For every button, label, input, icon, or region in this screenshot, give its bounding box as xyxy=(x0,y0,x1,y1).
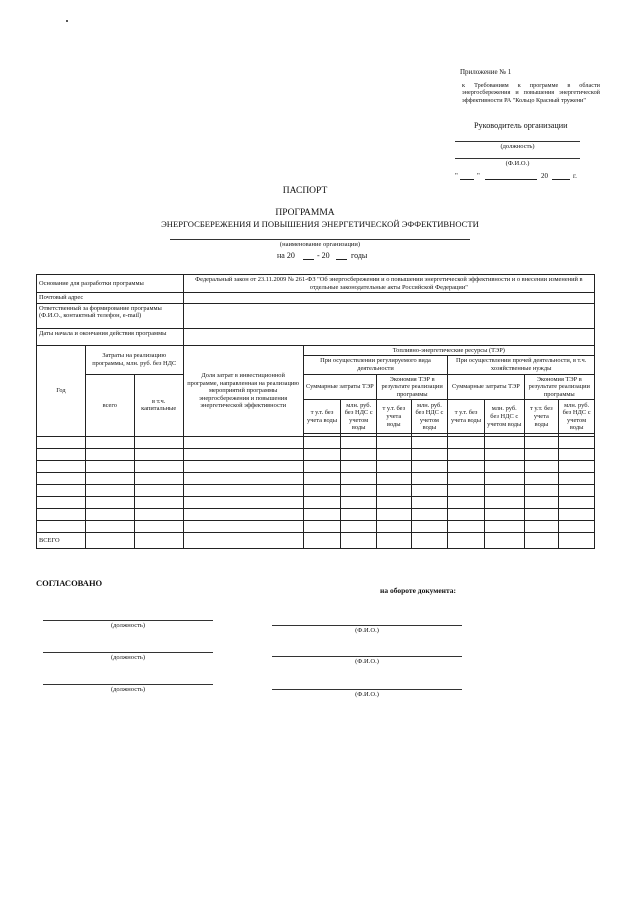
agree-fio-line-3 xyxy=(272,689,462,690)
table-cell[interactable] xyxy=(377,521,412,533)
agree-fio-line-2 xyxy=(272,656,462,657)
table-cell[interactable] xyxy=(448,437,485,449)
table-cell[interactable] xyxy=(37,473,86,485)
table-cell[interactable] xyxy=(484,473,524,485)
date-quote-open: " xyxy=(455,172,458,180)
total-label: ВСЕГО xyxy=(37,533,86,549)
table-cell[interactable] xyxy=(183,437,303,449)
table-cell[interactable] xyxy=(448,461,485,473)
table-cell[interactable] xyxy=(134,473,183,485)
table-cell[interactable] xyxy=(559,497,595,509)
oth-econ-tut: т у.т. без учета воды xyxy=(524,400,559,434)
agree-position-line-2 xyxy=(43,652,213,653)
table-row xyxy=(37,449,595,461)
table-cell[interactable] xyxy=(134,461,183,473)
date-month-line xyxy=(485,179,537,180)
table-cell[interactable] xyxy=(183,473,303,485)
table-cell[interactable] xyxy=(411,521,448,533)
reg-econ-mln: млн. руб. без НДС с учетом воды xyxy=(411,400,448,434)
dates-value[interactable] xyxy=(183,328,594,345)
table-cell[interactable] xyxy=(303,521,341,533)
date-g: г. xyxy=(573,172,577,180)
passport-table xyxy=(36,274,595,549)
reg-sum-header: Суммарные затраты ТЭР xyxy=(303,374,376,400)
basis-label: Основание для разработки программы xyxy=(37,275,184,293)
row-postal xyxy=(37,293,595,304)
table-cell[interactable] xyxy=(134,509,183,521)
date-day-line xyxy=(460,179,474,180)
reg-sum-tut: т у.т. без учета воды xyxy=(303,400,341,434)
table-cell[interactable] xyxy=(183,497,303,509)
program-subtitle: ЭНЕРГОСБЕРЕЖЕНИЯ И ПОВЫШЕНИЯ ЭНЕРГЕТИЧЕСКОЙ ЭФФЕКТИВНОСТИ xyxy=(161,219,479,229)
reg-econ-tut: т у.т. без учета воды xyxy=(377,400,412,434)
table-cell[interactable] xyxy=(484,437,524,449)
table-cell[interactable] xyxy=(37,485,86,497)
table-cell[interactable] xyxy=(341,509,377,521)
table-cell[interactable] xyxy=(303,509,341,521)
col-incl-header: в т.ч. капитальные xyxy=(134,374,183,437)
table-cell[interactable] xyxy=(411,509,448,521)
table-cell[interactable] xyxy=(484,449,524,461)
table-cell[interactable] xyxy=(484,461,524,473)
reg-econ-header: Экономия ТЭР в результате реализации программы xyxy=(377,374,448,400)
table-cell[interactable] xyxy=(303,473,341,485)
date-year-line xyxy=(552,179,570,180)
table-cell[interactable] xyxy=(37,497,86,509)
years-suffix: годы xyxy=(351,251,368,260)
years-prefix: на 20 xyxy=(277,251,295,260)
table-cell[interactable] xyxy=(85,485,134,497)
table-cell[interactable] xyxy=(411,497,448,509)
table-cell[interactable] xyxy=(303,497,341,509)
agreement-back: на обороте документа: xyxy=(380,586,456,595)
oth-sum-tut: т у.т. без учета воды xyxy=(448,400,485,434)
agree-position-caption-3: (должность) xyxy=(110,686,146,693)
years-dash: - 20 xyxy=(317,251,330,260)
table-cell[interactable] xyxy=(559,437,595,449)
table-cell[interactable] xyxy=(484,521,524,533)
table-row xyxy=(37,461,595,473)
agreement-title: СОГЛАСОВАНО xyxy=(36,578,103,588)
program-years xyxy=(277,251,387,262)
table-cell[interactable] xyxy=(524,497,559,509)
table-cell[interactable] xyxy=(303,485,341,497)
years-start-line xyxy=(303,259,314,260)
table-cell[interactable] xyxy=(37,521,86,533)
agree-position-line-3 xyxy=(43,684,213,685)
passport-title: ПАСПОРТ xyxy=(282,186,328,196)
program-title: ПРОГРАММА xyxy=(275,208,335,218)
table-cell[interactable] xyxy=(183,521,303,533)
oth-sum-mln: млн. руб. без НДС с учетом воды xyxy=(484,400,524,434)
table-cell[interactable] xyxy=(484,509,524,521)
oth-econ-header: Экономия ТЭР в результате реализации программы xyxy=(524,374,594,400)
table-cell[interactable] xyxy=(377,509,412,521)
date-year: 20 xyxy=(541,172,548,180)
table-cell[interactable] xyxy=(524,461,559,473)
table-cell[interactable] xyxy=(85,461,134,473)
table-cell[interactable] xyxy=(341,437,377,449)
table-row xyxy=(37,485,595,497)
table-cell[interactable] xyxy=(341,521,377,533)
row-basis xyxy=(37,275,595,293)
table-cell[interactable] xyxy=(341,461,377,473)
header-row-3 xyxy=(37,374,595,400)
agree-fio-caption-2: (Ф.И.О.) xyxy=(355,658,379,665)
col-regulated-header: При осуществлении регулируемого вида деятельности xyxy=(303,356,448,374)
oth-sum-header: Суммарные затраты ТЭР xyxy=(448,374,524,400)
table-cell[interactable] xyxy=(448,449,485,461)
table-cell[interactable] xyxy=(341,473,377,485)
table-cell[interactable] xyxy=(377,461,412,473)
table-cell[interactable] xyxy=(448,521,485,533)
table-cell[interactable] xyxy=(303,449,341,461)
row-dates xyxy=(37,328,595,345)
table-cell[interactable] xyxy=(448,509,485,521)
head-position-caption: (должность) xyxy=(500,143,535,150)
table-cell[interactable] xyxy=(448,497,485,509)
col-other-header: При осуществлении прочей деятельности, в т.ч. хозяйственные нужды xyxy=(448,356,595,374)
responsible-value[interactable] xyxy=(183,303,594,328)
table-cell[interactable] xyxy=(559,473,595,485)
table-cell[interactable] xyxy=(411,473,448,485)
table-row xyxy=(37,497,595,509)
table-cell[interactable] xyxy=(377,437,412,449)
table-cell[interactable] xyxy=(411,449,448,461)
table-cell[interactable] xyxy=(524,473,559,485)
table-cell[interactable] xyxy=(448,473,485,485)
table-cell[interactable] xyxy=(377,449,412,461)
table-cell[interactable] xyxy=(85,473,134,485)
reg-sum-mln: млн. руб. без НДС с учетом воды xyxy=(341,400,377,434)
table-cell[interactable] xyxy=(134,497,183,509)
col-fuel-header: Топливно-энергетические ресурсы (ТЭР) xyxy=(303,345,594,356)
head-date xyxy=(453,172,588,182)
table-cell[interactable] xyxy=(37,449,86,461)
table-cell[interactable] xyxy=(37,437,86,449)
row-responsible xyxy=(37,303,595,328)
table-cell[interactable] xyxy=(524,521,559,533)
head-fio-line xyxy=(455,158,580,159)
org-name-line xyxy=(170,239,470,240)
col-share-header: Доля затрат в инвестиционной программе, направленная на реализацию мероприятий программы энергосбережения и повышения энергетической эффективности xyxy=(183,345,303,437)
dates-label: Даты начала и окончания действия программы xyxy=(37,328,184,345)
table-cell[interactable] xyxy=(484,485,524,497)
header-row-1 xyxy=(37,345,595,356)
table-cell[interactable] xyxy=(559,461,595,473)
table-row xyxy=(37,509,595,521)
appendix-text: к Требованиям к программе в области энергосбережения и повышения энергетической эффективности РА "Кольцо Красный тружени" xyxy=(462,82,600,104)
table-cell[interactable] xyxy=(183,509,303,521)
table-cell[interactable] xyxy=(134,521,183,533)
col-total-header: всего xyxy=(85,374,134,437)
basis-value: Федеральный закон от 23.11.2009 № 261-ФЗ "Об энергосбережении и о повышении энергетической эффективности и о внесении изменений в отдельные законодательные акты Российской Федерации" xyxy=(183,275,594,293)
org-name-caption: (наименование организации) xyxy=(279,241,361,248)
table-cell[interactable] xyxy=(183,485,303,497)
table-cell[interactable] xyxy=(524,437,559,449)
postal-value[interactable] xyxy=(183,293,594,304)
table-cell[interactable] xyxy=(303,437,341,449)
table-cell[interactable] xyxy=(341,485,377,497)
head-position-line xyxy=(455,141,580,142)
table-cell[interactable] xyxy=(85,521,134,533)
agree-fio-line-1 xyxy=(272,625,462,626)
head-title: Руководитель организации xyxy=(474,121,568,130)
table-row xyxy=(37,473,595,485)
table-cell[interactable] xyxy=(85,509,134,521)
table-cell[interactable] xyxy=(85,449,134,461)
appendix-title: Приложение № 1 xyxy=(460,68,512,76)
col-year-header: Год xyxy=(37,345,86,437)
date-quote-close: " xyxy=(477,172,480,180)
responsible-label: Ответственный за формирование программы (Ф.И.О., контактный телефон, e-mail) xyxy=(37,303,184,328)
scan-mark xyxy=(66,20,68,22)
table-cell[interactable] xyxy=(484,497,524,509)
table-cell[interactable] xyxy=(377,473,412,485)
years-end-line xyxy=(336,259,347,260)
table-cell[interactable] xyxy=(559,521,595,533)
table-cell[interactable] xyxy=(85,437,134,449)
table-cell[interactable] xyxy=(411,437,448,449)
col-costs-header: Затраты на реализацию программы, млн. руб. без НДС xyxy=(85,345,183,374)
table-cell[interactable] xyxy=(134,437,183,449)
agree-fio-caption-1: (Ф.И.О.) xyxy=(355,627,379,634)
table-cell[interactable] xyxy=(559,509,595,521)
table-cell[interactable] xyxy=(183,449,303,461)
table-cell[interactable] xyxy=(85,497,134,509)
table-cell[interactable] xyxy=(448,485,485,497)
table-cell[interactable] xyxy=(524,485,559,497)
table-cell[interactable] xyxy=(183,461,303,473)
table-cell[interactable] xyxy=(37,509,86,521)
table-cell[interactable] xyxy=(134,449,183,461)
total-row xyxy=(37,533,595,549)
table-cell[interactable] xyxy=(524,509,559,521)
table-cell[interactable] xyxy=(341,449,377,461)
head-fio-caption: (Ф.И.О.) xyxy=(505,160,530,167)
agree-position-line-1 xyxy=(43,620,213,621)
data-rows xyxy=(37,437,595,533)
table-cell[interactable] xyxy=(411,461,448,473)
agree-position-caption-1: (должность) xyxy=(110,622,146,629)
table-cell[interactable] xyxy=(134,485,183,497)
table-row xyxy=(37,437,595,449)
table-cell[interactable] xyxy=(524,449,559,461)
table-cell[interactable] xyxy=(377,497,412,509)
agree-fio-caption-3: (Ф.И.О.) xyxy=(355,691,379,698)
table-cell[interactable] xyxy=(377,485,412,497)
table-cell[interactable] xyxy=(341,497,377,509)
oth-econ-mln: млн. руб. без НДС с учетом воды xyxy=(559,400,595,434)
table-row xyxy=(37,521,595,533)
table-cell[interactable] xyxy=(303,461,341,473)
table-cell[interactable] xyxy=(559,485,595,497)
table-cell[interactable] xyxy=(411,485,448,497)
agree-position-caption-2: (должность) xyxy=(110,654,146,661)
postal-label: Почтовый адрес xyxy=(37,293,184,304)
table-cell[interactable] xyxy=(559,449,595,461)
table-cell[interactable] xyxy=(37,461,86,473)
